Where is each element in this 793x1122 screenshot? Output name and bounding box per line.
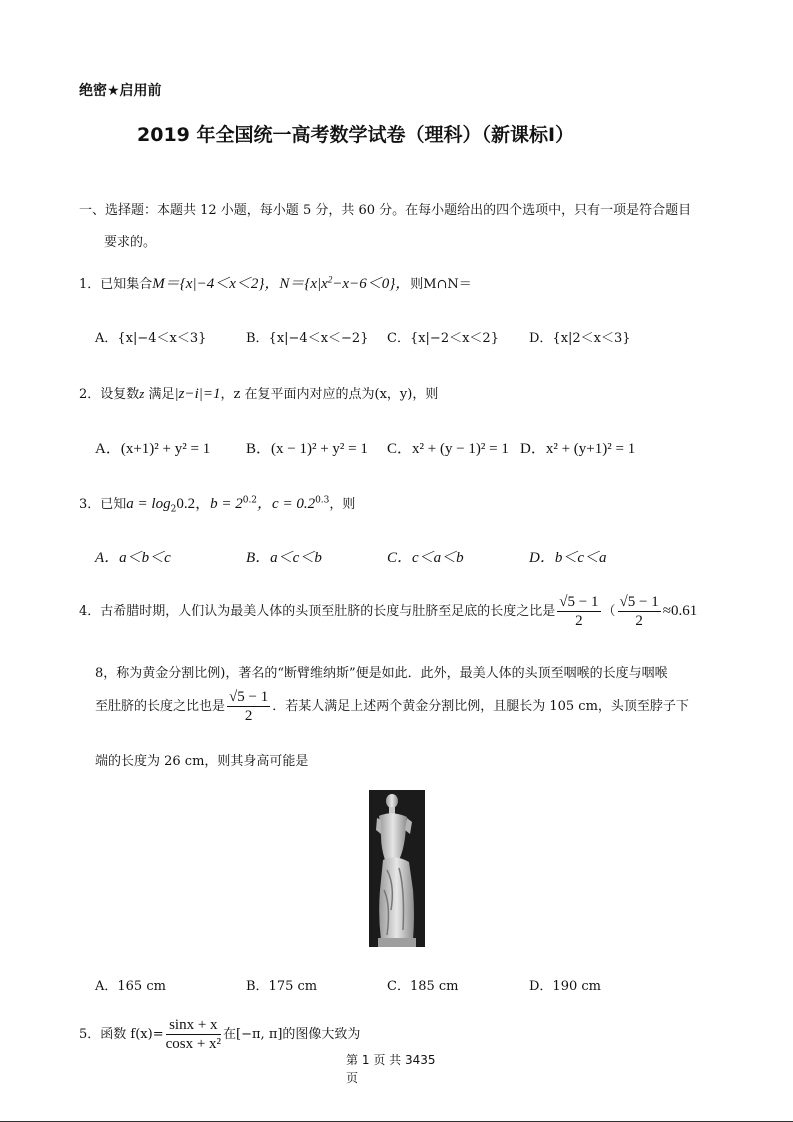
question-4-line3: 至肚脐的长度之比也是 $\frac{√5 - 1}{2}$ ．若某人满足上述两个黄金分割比例，且腿长为 105 cm，头顶至脖子下: [95, 689, 689, 724]
question-4-line2: 8，称为黄金分割比例)，著名的“断臂维纳斯”便是如此．此外，最美人体的头顶至咽喉的长度与咽喉: [95, 666, 668, 681]
q1-option-a[interactable]: A．{x|−4＜x＜3}: [95, 331, 207, 346]
page-footer-suffix: 页: [346, 1071, 359, 1085]
q2-option-a[interactable]: A．(x+1)² + y² = 1: [95, 441, 211, 457]
venus-statue-image: [369, 790, 425, 947]
q4-option-b[interactable]: B．175 cm: [246, 979, 318, 994]
golden-ratio-fraction: $\frac{√5 - 1}{2}$: [229, 689, 269, 724]
question-4-line1: 4．古希腊时期，人们认为最美人体的头顶至肚脐的长度与肚脐至足底的长度之比是 $\frac{√5 - 1}{2}$ （ $\frac{√5 - 1}{2}$ ≈0.61: [79, 594, 698, 629]
q3-option-c[interactable]: C．c＜a＜b: [387, 550, 464, 566]
q1-option-b[interactable]: B．{x|−4＜x＜−2}: [246, 331, 369, 346]
q4-option-d[interactable]: D．190 cm: [529, 979, 601, 994]
function-fraction: $\frac{\sin x + x}{\text{cosx + x²}}$: [165, 1017, 222, 1052]
question-4-line4: 端的长度为 26 cm，则其身高可能是: [95, 754, 309, 769]
q3-option-a[interactable]: A．a＜b＜c: [95, 550, 171, 566]
q1-option-c[interactable]: C．{x|−2＜x＜2}: [387, 331, 499, 346]
question-5: 5．函数 f(x)= $\frac{\sin x + x}{\text{cosx + x²}}$ 在[−π, π]的图像大致为: [79, 1017, 361, 1052]
question-3: 3．已知$a = \log_20.2$，$b = 2^{0.2}$，$c = 0.2^{0.3}$，则: [79, 495, 356, 515]
confidential-label: 绝密★启用前: [79, 83, 162, 99]
golden-ratio-fraction: $\frac{√5 - 1}{2}$: [619, 594, 659, 629]
page-number: 1: [361, 1053, 370, 1067]
question-number: 1．: [79, 277, 101, 292]
q4-option-a[interactable]: A．165 cm: [95, 979, 166, 994]
q3-option-d[interactable]: D．b＜c＜a: [529, 550, 607, 566]
question-number: 2．: [79, 387, 101, 402]
section-heading-line1: 一、选择题：本题共 12 小题，每小题 5 分，共 60 分。在每小题给出的四个选项中，只有一项是符合题目: [79, 203, 692, 218]
question-number: 3．: [79, 497, 101, 512]
q4-option-c[interactable]: C．185 cm: [387, 979, 459, 994]
q2-option-c[interactable]: C．x² + (y − 1)² = 1: [387, 441, 509, 457]
page-title: 2019 年全国统一高考数学试卷（理科）（新课标Ⅰ）: [137, 124, 575, 146]
q2-option-d[interactable]: D．x² + (y+1)² = 1: [520, 441, 636, 457]
question-2: 2．设复数z 满足|z−i|=1，z 在复平面内对应的点为(x，y)，则: [79, 386, 439, 402]
q3-option-b[interactable]: B．a＜c＜b: [246, 550, 322, 566]
q1-option-d[interactable]: D．{x|2＜x＜3}: [529, 331, 631, 346]
question-1: 1．已知集合M＝{x|−4＜x＜2}，$N=\{x|x^2-x-6<0\}$，则M∩N＝: [79, 274, 472, 292]
question-number: 4．: [79, 604, 101, 619]
page-footer: 第 1 页 共 3435: [346, 1053, 436, 1067]
question-number: 5．: [79, 1027, 101, 1042]
section-heading-line2: 要求的。: [104, 235, 157, 250]
page-total: 3435: [404, 1053, 436, 1067]
golden-ratio-fraction: $\frac{√5 - 1}{2}$: [559, 594, 599, 629]
q2-option-b[interactable]: B．(x − 1)² + y² = 1: [246, 441, 368, 457]
